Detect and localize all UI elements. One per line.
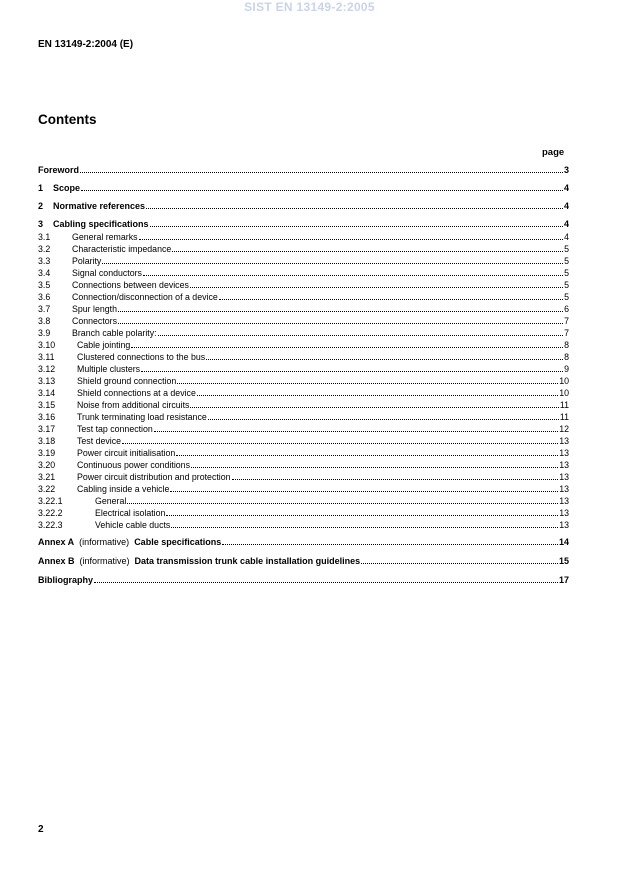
dot-leader: [80, 163, 563, 173]
dot-leader: [139, 230, 564, 240]
toc-entry-number: 3.18: [38, 436, 56, 446]
toc-entry-page: 11: [559, 400, 569, 410]
toc-entry-number: 3.9: [38, 328, 51, 338]
toc-entry-title: Shield connections at a device: [77, 388, 196, 398]
dot-leader: [127, 494, 558, 504]
toc-entry-page: 7: [564, 328, 569, 338]
toc-entry-page: 11: [559, 412, 569, 422]
toc-entry-number: Annex A: [38, 537, 75, 547]
toc-entry-bibliography[interactable]: [38, 574, 569, 586]
toc-entry-title: Signal conductors: [72, 268, 142, 278]
toc-entry-title: Power circuit initialisation: [77, 448, 176, 458]
dot-leader: [208, 410, 559, 420]
toc-entry-number: 1: [38, 183, 44, 193]
toc-entry-title: General: [95, 496, 127, 506]
toc-entry-number: 3.17: [38, 424, 56, 434]
toc-entry-number: 3.4: [38, 268, 51, 278]
toc-entry-number: 3.21: [38, 472, 56, 482]
toc-entry-number: 3.14: [38, 388, 56, 398]
dot-leader: [219, 290, 563, 300]
toc-entry-page: 8: [564, 352, 569, 362]
toc-entry-page: 5: [564, 280, 569, 290]
toc-entry-page: 13: [559, 520, 569, 530]
toc-entry-number: 3.10: [38, 340, 56, 350]
toc-entry-number: 3.22.2: [38, 508, 63, 518]
toc-entry-title: Noise from additional circuits: [77, 400, 190, 410]
toc-entry-title: Data transmission trunk cable installation guidelines: [134, 556, 361, 566]
toc-entry-title: Normative references: [53, 201, 146, 211]
toc-entry-number: 2: [38, 201, 44, 211]
toc-entry-title: Connection/disconnection of a device: [72, 292, 218, 302]
toc-entry-page: 5: [564, 268, 569, 278]
toc-entry-number: 3.3: [38, 256, 51, 266]
dot-leader: [206, 350, 563, 360]
dot-leader: [141, 362, 563, 372]
dot-leader: [81, 181, 563, 191]
toc-entry-page: 10: [559, 388, 569, 398]
toc-entry-number: 3.20: [38, 460, 56, 470]
dot-leader: [118, 302, 563, 312]
dot-leader: [122, 434, 558, 444]
toc-entry-title: Cabling inside a vehicle: [77, 484, 170, 494]
toc-entry-number: 3.11: [38, 352, 55, 362]
toc-entry-number: 3: [38, 219, 44, 229]
toc-entry-title: Connectors: [72, 316, 117, 326]
dot-leader: [154, 422, 558, 432]
toc-entry-title: Polarity: [72, 256, 102, 266]
dot-leader: [150, 217, 563, 227]
dot-leader: [102, 254, 563, 264]
dot-leader: [166, 506, 558, 516]
toc-entry[interactable]: [38, 519, 569, 531]
toc-entry-title: Characteristic impedance: [72, 244, 172, 254]
toc-entry-number: 3.1: [38, 232, 51, 242]
toc-entry-title: Scope: [53, 183, 81, 193]
toc-entry-page: 13: [559, 496, 569, 506]
toc-entry-page: 13: [559, 484, 569, 494]
toc-entry-title: Branch cable polarity:: [72, 328, 157, 338]
toc-entry-title: Clustered connections to the bus: [77, 352, 206, 362]
toc-entry-page: 14: [558, 537, 569, 547]
toc-entry-page: 10: [559, 376, 569, 386]
toc-entry-title: Spur length: [72, 304, 117, 314]
page-column-label: page: [542, 147, 565, 158]
toc-entry-number: 3.22: [38, 484, 56, 494]
toc-entry-page: 15: [558, 556, 569, 566]
toc-entry-page: 12: [559, 424, 569, 434]
toc-entry-title: Cable specifications: [134, 537, 222, 547]
toc-entry-page: 3: [563, 165, 569, 175]
dot-leader: [232, 470, 559, 480]
toc-entry-title: Power circuit distribution and protection: [77, 472, 231, 482]
toc-entry-number: 3.7: [38, 304, 51, 314]
dot-leader: [177, 374, 558, 384]
toc-entry-page: 5: [564, 244, 569, 254]
toc-entry-page: 7: [564, 316, 569, 326]
toc-entry-number: 3.16: [38, 412, 56, 422]
toc-entry-title: Continuous power conditions: [77, 460, 190, 470]
toc-entry-page: 13: [559, 460, 569, 470]
toc-entry-title: Test tap connection: [77, 424, 153, 434]
dot-leader: [171, 518, 558, 528]
toc-entry-page: 13: [559, 508, 569, 518]
toc-entry-number: Annex B: [38, 556, 75, 566]
dot-leader: [191, 458, 558, 468]
dot-leader: [146, 199, 563, 209]
toc-entry-title: Electrical isolation: [95, 508, 166, 518]
toc-entry-page: 8: [564, 340, 569, 350]
toc-entry-page: 13: [559, 448, 569, 458]
toc-entry-title: Shield ground connection: [77, 376, 177, 386]
toc-entry-page: 6: [564, 304, 569, 314]
dot-leader: [176, 446, 558, 456]
toc-entry-title: Test device: [77, 436, 122, 446]
toc-entry-number: 3.12: [38, 364, 56, 374]
toc-entry-title: Connections between devices: [72, 280, 189, 290]
dot-leader: [361, 554, 558, 564]
toc-entry-page: 9: [564, 364, 569, 374]
dot-leader: [158, 326, 564, 336]
toc-entry-title: Cable jointing: [77, 340, 131, 350]
toc-entry-page: 13: [559, 436, 569, 446]
toc-entry-page: 4: [563, 219, 569, 229]
toc-entry-page: 4: [563, 201, 569, 211]
toc-entry-page: 5: [564, 292, 569, 302]
toc-entry-number: 3.22.3: [38, 520, 63, 530]
watermark-text: SIST EN 13149-2:2005: [244, 0, 375, 14]
toc-entry-page: 5: [564, 256, 569, 266]
toc-entry-title: General remarks: [72, 232, 138, 242]
toc-entry-page: 17: [558, 575, 569, 585]
toc-entry-page: 4: [564, 232, 569, 242]
toc-entry-annex-a[interactable]: [38, 536, 569, 548]
document-id: EN 13149-2:2004 (E): [38, 39, 134, 50]
toc-entry-title: Vehicle cable ducts: [95, 520, 171, 530]
page-title: Contents: [38, 112, 97, 127]
toc-entry-number: 3.8: [38, 316, 51, 326]
dot-leader: [197, 386, 558, 396]
dot-leader: [190, 278, 563, 288]
toc-entry-note: (informative): [79, 556, 130, 566]
toc-entry-number: 3.19: [38, 448, 56, 458]
toc-entry-cabling-specifications[interactable]: [38, 218, 569, 230]
toc-entry-title: Multiple clusters: [77, 364, 141, 374]
dot-leader: [170, 482, 558, 492]
toc-entry-note: (informative): [79, 537, 130, 547]
dot-leader: [172, 242, 563, 252]
dot-leader: [118, 314, 563, 324]
toc-entry-title: Foreword: [38, 165, 80, 175]
dot-leader: [131, 338, 563, 348]
dot-leader: [222, 535, 558, 545]
toc-entry-scope[interactable]: [38, 182, 569, 194]
toc-entry-normative-references[interactable]: [38, 200, 569, 212]
toc-entry-number: 3.2: [38, 244, 51, 254]
toc-entry-annex-b[interactable]: [38, 555, 569, 567]
toc-entry-number: 3.15: [38, 400, 56, 410]
toc-entry-foreword[interactable]: [38, 164, 569, 176]
toc-entry-number: 3.22.1: [38, 496, 63, 506]
toc-entry-number: 3.6: [38, 292, 51, 302]
dot-leader: [190, 398, 558, 408]
dot-leader: [94, 573, 558, 583]
toc-entry-page: 13: [559, 472, 569, 482]
page-number: 2: [38, 824, 44, 835]
toc-entry-number: 3.13: [38, 376, 56, 386]
toc-entry-title: Cabling specifications: [53, 219, 149, 229]
toc-entry-title: Bibliography: [38, 575, 94, 585]
toc-entry-page: 4: [563, 183, 569, 193]
toc-entry-title: Trunk terminating load resistance: [77, 412, 207, 422]
toc-entry-number: 3.5: [38, 280, 51, 290]
dot-leader: [143, 266, 563, 276]
